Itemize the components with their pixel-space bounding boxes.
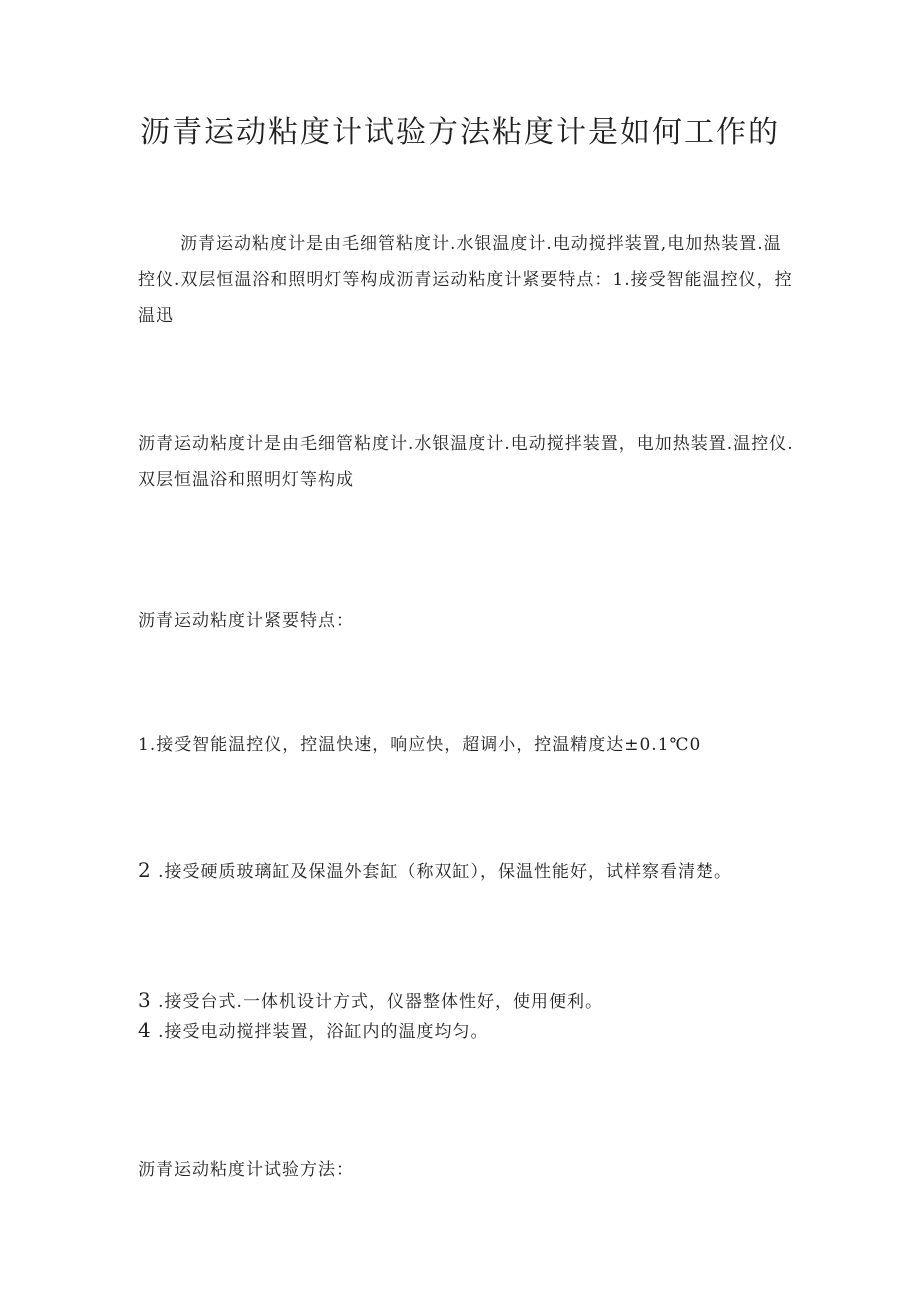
intro-paragraph: 沥青运动粘度计是由毛细管粘度计.水银温度计.电动搅拌装置,电加热装置.温控仪.双层恒温浴和照明灯等构成沥青运动粘度计紧要特点：1.接受智能温控仪，控温迅: [138, 234, 793, 326]
composition-paragraph: 沥青运动粘度计是由毛细管粘度计.水银温度计.电动搅拌装置，电加热装置.温控仪.双层恒温浴和照明灯等构成: [138, 434, 794, 490]
feature-item-2: [138, 852, 794, 890]
features-heading: 沥青运动粘度计紧要特点：: [138, 611, 354, 631]
feature-item-1: [138, 727, 794, 763]
page-title: 沥青运动粘度计试验方法粘度计是如何工作的: [140, 115, 780, 150]
feature-item-4: [138, 1012, 794, 1050]
feature-text: .接受智能温控仪，控温快速，响应快，超调小，控温精度达±0.1℃0: [149, 735, 702, 755]
feature-number: 4: [138, 1018, 152, 1042]
feature-text: .接受硬质玻璃缸及保温外套缸（称双缸），保温性能好，试样察看清楚。: [151, 862, 733, 882]
feature-text: .接受台式.一体机设计方式，仪器整体性好，使用便利。: [151, 992, 603, 1012]
feature-number: 3: [138, 988, 152, 1012]
method-heading: 沥青运动粘度计试验方法：: [138, 1160, 354, 1180]
feature-number: 1: [138, 735, 150, 755]
feature-number: 2: [138, 858, 152, 882]
feature-text: .接受电动搅拌装置，浴缸内的温度均匀。: [151, 1022, 489, 1042]
